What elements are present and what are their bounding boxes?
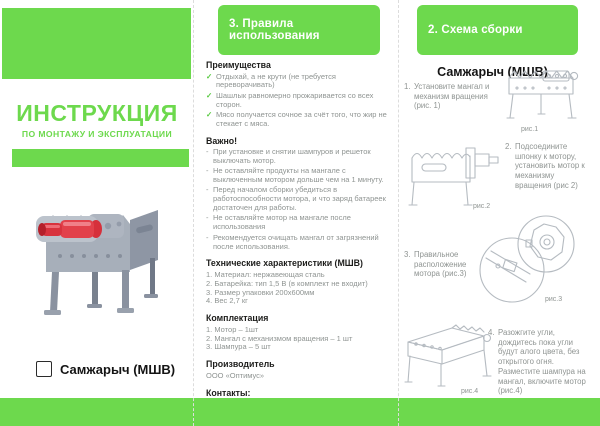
dash-bullet: - — [206, 147, 209, 157]
list-item: ✓ Шашлык равномерно прожаривается со всех сторон. — [206, 90, 374, 109]
figure-4-drawing — [400, 318, 492, 388]
list-item: - Перед началом сборки убедиться в работоспособности мотора, и что заряд батареек достаточен для работы. — [206, 185, 386, 213]
package-section — [206, 313, 388, 352]
figure-3-caption: рис.3 — [545, 296, 563, 303]
check-icon: ✓ — [206, 109, 213, 119]
dash-bullet: - — [206, 213, 209, 223]
check-icon: ✓ — [206, 71, 213, 81]
important-title: Важно! — [206, 135, 238, 146]
package-line: 3. Шампура – 5 шт — [206, 342, 271, 352]
package-line: 1. Мотор – 1шт — [206, 324, 259, 334]
cover-title: ИНСТРУКЦИЯ — [16, 100, 178, 126]
fold-line-right — [398, 0, 399, 426]
assembly-step-1: 1. Установите мангал и механизм вращения (рис. 1) — [404, 82, 490, 111]
manufacturer-section — [206, 359, 388, 380]
cover-top-banner — [2, 8, 191, 79]
spec-line: 2. Батарейка: тип 1,5 В (в комплект не входит) — [206, 278, 368, 288]
rules-panel-header: 3. Правила использования — [218, 5, 380, 55]
advantages-title: Преимущества — [206, 60, 271, 70]
list-item: - Рекомендуется очищать мангал от загрязнений после использования. — [206, 232, 379, 251]
rules-panel-content — [206, 60, 388, 416]
specs-title: Технические характеристики (МШВ) — [206, 258, 363, 269]
figure-2-drawing — [406, 140, 500, 208]
cover-product-label: Самжарыч (МШВ) — [60, 361, 176, 377]
assembly-product-title: Самжарыч (МШВ) — [437, 65, 548, 79]
list-item: - Не оставляйте мотор на мангале после использования — [206, 213, 351, 232]
figure-2-caption: рис.2 — [473, 203, 491, 210]
spec-line: 4. Вес 2,7 кг — [206, 296, 248, 306]
cover-subtitle: ПО МОНТАЖУ И ЭКСПЛУАТАЦИИ — [21, 129, 173, 139]
spec-line: 3. Размер упаковки 200х600мм — [206, 287, 315, 297]
checkbox-icon — [36, 361, 52, 377]
assembly-panel-header: 2. Схема сборки — [417, 5, 578, 55]
figure-3-drawing — [468, 214, 583, 306]
dash-bullet: - — [206, 185, 209, 195]
contacts-title: Контакты: — [206, 387, 251, 398]
cover-product-row — [36, 361, 175, 377]
package-line: 2. Мангал с механизмом вращения – 1 шт — [206, 333, 353, 343]
dash-bullet: - — [206, 166, 209, 176]
fold-line-left — [193, 0, 194, 426]
cover-accent-bar — [12, 149, 189, 167]
list-item: ✓ Мясо получается сочное за счёт того, что жир не стекает с мяса. — [206, 109, 387, 128]
spec-line: 1. Материал: нержавеющая сталь — [206, 269, 325, 279]
figure-4-caption: рис.4 — [461, 388, 479, 395]
manufacturer-value: ООО «Оптимус» — [206, 370, 265, 380]
figure-1-drawing — [503, 58, 581, 124]
assembly-step-2: 2. Подсоедините шпонку к мотору, установить мотор к механизму вращения (рис 2) — [505, 142, 585, 190]
figure-1-caption: рис.1 — [521, 126, 539, 133]
assembly-step-4: 4. Разожгите угли, дождитесь пока угли будут алого цвета, без открытого огня. Разместите шампура на мангал, включите мотор (рис.4) — [488, 328, 586, 396]
specs-section — [206, 258, 388, 306]
check-icon: ✓ — [206, 90, 213, 100]
list-item: ✓ Отдыхай, а не крути (не требуется переворачивать) — [206, 71, 336, 90]
important-section — [206, 136, 388, 252]
dash-bullet: - — [206, 232, 209, 242]
list-item: - Не оставляйте продукты на мангале с выключенным мотором дольше чем на 1 минуту. — [206, 166, 384, 185]
grill-product-photo — [30, 186, 165, 326]
package-title: Комплектация — [206, 313, 269, 324]
list-item: - При установке и снятии шампуров и решеток выключать мотор. — [206, 147, 371, 165]
footer-accent-bar — [0, 398, 600, 426]
assembly-step-3: 3. Правильное расположение мотора (рис.3) — [404, 250, 467, 279]
advantages-section — [206, 60, 388, 129]
manufacturer-title: Производитель — [206, 359, 275, 370]
